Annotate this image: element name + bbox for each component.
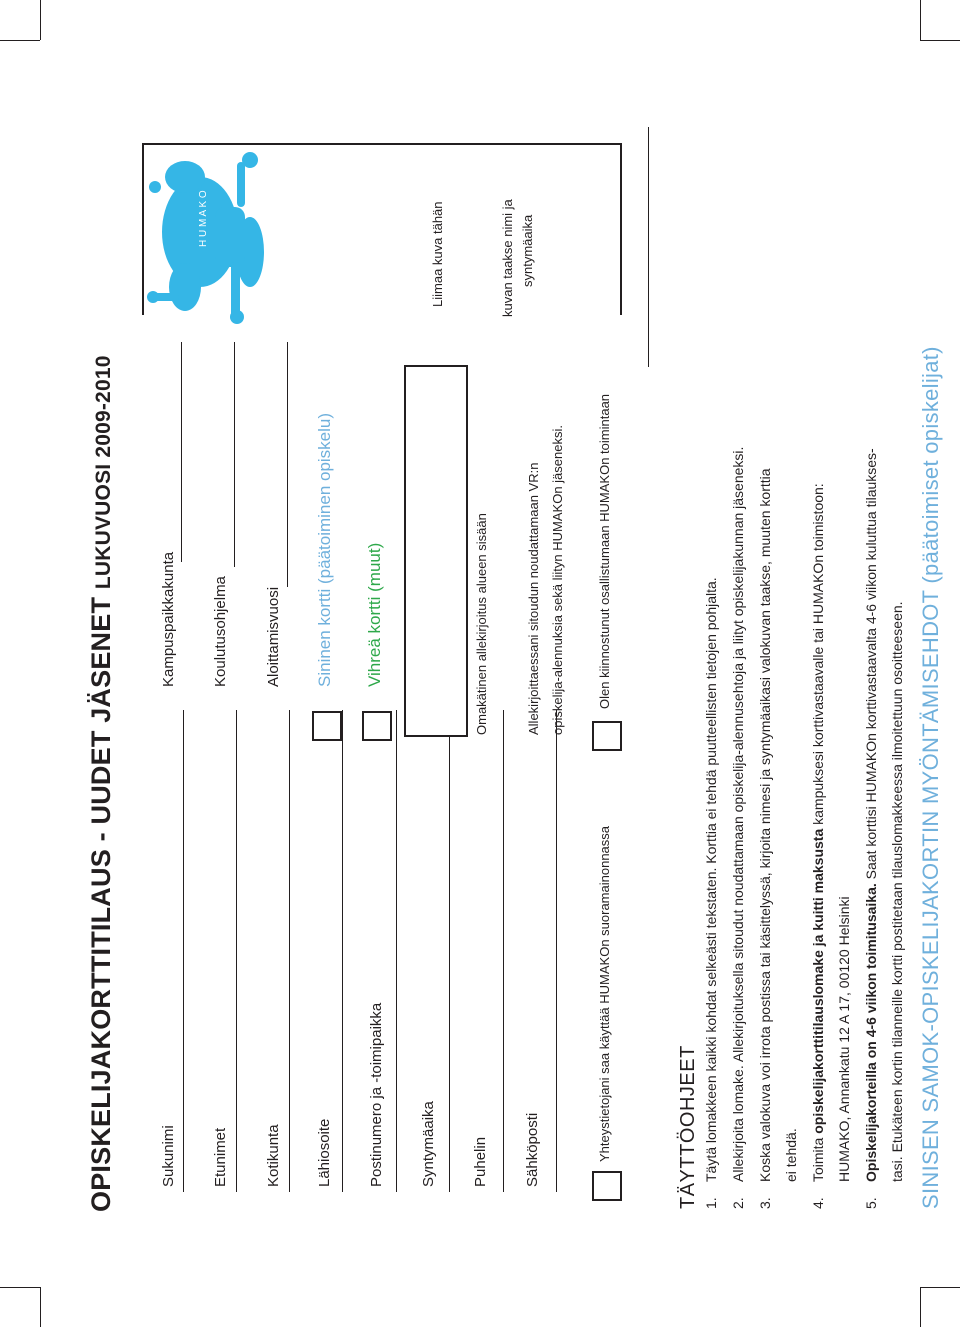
instruction-4a: Toimita opiskelijakorttitilauslomake ja kuitti maksusta kampuksesi korttivastaavalle tai HUMAKOn toimistoon:	[810, 483, 826, 1182]
photo-bottom-line	[648, 127, 649, 367]
label-postinumero: Postinumero ja -toimipaikka	[368, 1002, 385, 1187]
signature-box[interactable]	[404, 365, 468, 737]
label-kotikunta: Kotikunta	[265, 1124, 282, 1187]
label-syntymaaika: Syntymäaika	[420, 1101, 437, 1187]
bottom-section-title: SINISEN SAMOK-OPISKELIJAKORTIN MYÖNTÄMISEHDOT (päätoimiset opiskelijat)	[918, 346, 943, 1209]
checkbox-green-card[interactable]	[362, 711, 392, 741]
form-title: OPISKELIJAKORTTITILAUS - UUDET JÄSENET LUKUVUOSI 2009-2010	[86, 355, 116, 1212]
field-puhelin[interactable]	[503, 710, 504, 1192]
instruction-3a: Koska valokuva voi irrota postissa tai käsittelyssä, kirjoita nimesi ja syntymäaikasi valokuvan taakse, muuten korttia	[757, 468, 773, 1182]
label-aloittamisvuosi: Aloittamisvuosi	[265, 586, 282, 687]
instruction-3b: ei tehdä.	[783, 1128, 799, 1182]
instruction-4b: HUMAKO, Annankatu 12 A 17, 00120 Helsinki	[836, 896, 852, 1182]
photo-text-2: kuvan taakse nimi ja	[500, 199, 515, 317]
label-sukunimi: Sukunimi	[160, 1125, 177, 1187]
instruction-5a: Opiskelijakorteilla on 4-6 viikon toimitusaika. Saat korttisi HUMAKOn korttivastaavalta 4-6 viikon kuluttua tilaukses-	[863, 448, 879, 1182]
photo-box[interactable]	[142, 143, 622, 315]
field-sahkoposti[interactable]	[556, 710, 557, 1192]
signature-caption: Omakätinen allekirjoitus alueen sisään	[474, 513, 489, 735]
instruction-1: Täytä lomakkeen kaikki kohdat selkeästi tekstaten. Korttia ei tehdä puutteellisten tietojen pohjalta.	[703, 577, 719, 1182]
instruction-number: 3.	[757, 1197, 773, 1209]
instruction-number: 5.	[863, 1197, 879, 1209]
instruction-2: Allekirjoita lomake. Allekirjoituksella sitoudut noudattamaan opiskelija-alennusehtoja ja liityt opiskelijakunnan jäseneksi.	[730, 446, 746, 1182]
instruction-number: 2.	[730, 1197, 746, 1209]
field-lahiosoite[interactable]	[342, 710, 343, 1192]
checkbox-marketing[interactable]	[592, 1171, 622, 1201]
label-activities: Olen kiinnostunut osallistumaan HUMAKOn toimintaan	[597, 393, 612, 709]
instruction-5b: tasi. Etukäteen kortin tilanneille kortti postitetaan tilauslomakkeessa ilmoitettuun osoitteeseen.	[889, 601, 905, 1182]
label-marketing: Yhteystietojani saa käyttää HUMAKOn suoramainonnassa	[597, 825, 612, 1162]
label-green-card: Vihreä kortti (muut)	[365, 542, 384, 687]
instruction-number: 4.	[810, 1197, 826, 1209]
field-koulutusohjelma[interactable]	[234, 342, 235, 567]
field-kampuspaikkakunta[interactable]	[181, 342, 182, 562]
label-etunimet: Etunimet	[212, 1127, 229, 1187]
field-aloittamisvuosi[interactable]	[287, 342, 288, 587]
label-puhelin: Puhelin	[472, 1136, 489, 1187]
signature-text-1: Allekirjoittaessani sitoudun noudattamaan VR:n	[526, 462, 541, 735]
field-syntymaaika[interactable]	[449, 710, 450, 1192]
instructions-heading: TÄYTTÖOHJEET	[677, 1045, 699, 1209]
logo-text: H U M A K O	[198, 190, 209, 247]
label-koulutusohjelma: Koulutusohjelma	[212, 576, 229, 687]
checkbox-blue-card[interactable]	[312, 711, 342, 741]
photo-text-1: Liimaa kuva tähän	[430, 201, 445, 307]
field-postinumero[interactable]	[396, 710, 397, 1192]
field-sukunimi[interactable]	[183, 710, 184, 1192]
instruction-number: 1.	[703, 1197, 719, 1209]
field-etunimet[interactable]	[236, 710, 237, 1192]
field-kotikunta[interactable]	[289, 710, 290, 1192]
label-kampuspaikkakunta: Kampuspaikkakunta	[160, 551, 177, 687]
label-lahiosoite: Lähiosoite	[316, 1118, 333, 1187]
label-sahkoposti: Sähköposti	[524, 1112, 541, 1187]
signature-text-2: opiskelija-alennuksia sekä liityn HUMAKOn jäseneksi.	[550, 425, 565, 735]
label-blue-card: Sininen kortti (päätoiminen opiskelu)	[315, 412, 334, 687]
photo-text-3: syntymäaika	[520, 214, 535, 287]
checkbox-activities[interactable]	[592, 721, 622, 751]
